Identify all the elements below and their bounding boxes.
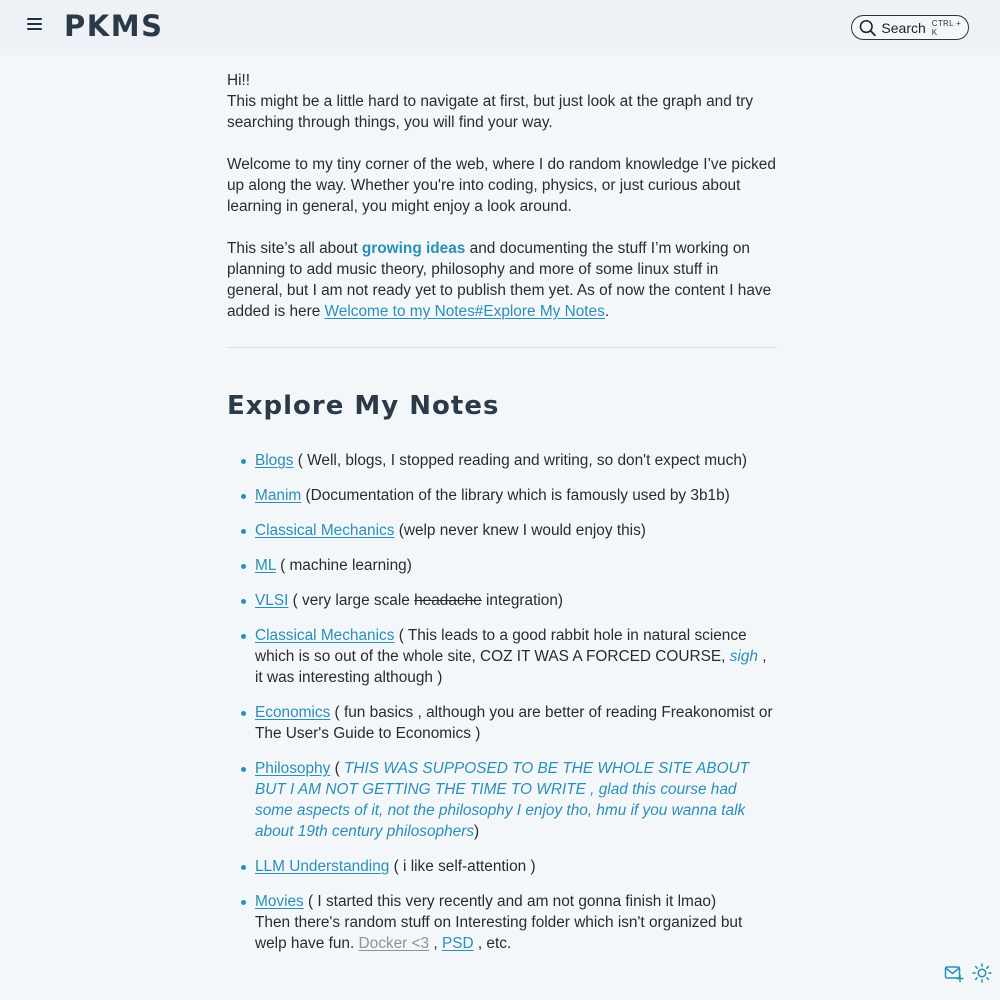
docker-link[interactable]: Docker <3 <box>358 935 430 952</box>
list-item: Blogs ( Well, blogs, I stopped reading and writing, so don't expect much) <box>227 450 777 471</box>
intro-text: This might be a little hard to navigate at first, but just look at the graph and try searching through things, you will find your way. <box>227 93 754 131</box>
strikethrough-text: headache <box>414 592 482 609</box>
note-link-economics[interactable]: Economics <box>255 704 331 721</box>
top-bar <box>0 0 1000 55</box>
notes-list <box>227 450 777 954</box>
divider <box>227 347 777 348</box>
list-item: Classical Mechanics (welp never knew I would enjoy this) <box>227 520 777 541</box>
search-icon <box>859 19 876 37</box>
note-link-philosophy[interactable]: Philosophy <box>255 760 331 777</box>
note-link-vlsi[interactable]: VLSI <box>255 592 289 609</box>
footer-note-text: Then there's random stuff on Interesting folder which isn't organized but welp have fun. <box>255 914 743 952</box>
list-item: Manim (Documentation of the library which is famously used by 3b1b) <box>227 485 777 506</box>
list-item: Classical Mechanics ( This leads to a good rabbit hole in natural science which is so out of the whole site, COZ IT WAS A FORCED COURSE, sigh , it was interesting although ) <box>227 625 777 688</box>
note-link-classical-mechanics-2[interactable]: Classical Mechanics <box>255 627 395 644</box>
emphasis-text: THIS WAS SUPPOSED TO BE THE WHOLE SITE ABOUT BUT I AM NOT GETTING THE TIME TO WRITE , glad this course had some aspects of it, not the philosophy I enjoy tho, hmu if you wanna talk about 19th century philosophers <box>255 760 750 840</box>
sun-icon[interactable] <box>972 963 992 983</box>
search-button[interactable] <box>851 15 969 40</box>
mail-plus-icon[interactable] <box>944 963 964 983</box>
growing-ideas-link[interactable]: growing ideas <box>361 240 466 257</box>
section-heading: Explore My Notes <box>227 391 500 421</box>
explore-notes-link[interactable]: Welcome to my Notes#Explore My Notes <box>324 303 605 320</box>
search-label: Search <box>881 19 926 36</box>
psd-link[interactable]: PSD <box>441 935 474 952</box>
menu-icon[interactable] <box>26 16 44 32</box>
emphasis-text: sigh <box>729 648 758 665</box>
note-link-manim[interactable]: Manim <box>255 487 302 504</box>
greeting: Hi!! <box>227 72 251 89</box>
list-item: ML ( machine learning) <box>227 555 777 576</box>
note-link-classical-mechanics[interactable]: Classical Mechanics <box>255 522 395 539</box>
note-link-ml[interactable]: ML <box>255 557 276 574</box>
search-shortcut: CTRL + K <box>931 18 962 37</box>
floating-actions <box>944 963 992 983</box>
about-paragraph: This site’s all about growing ideas and documenting the stuff I’m working on planning to add music theory, philosophy and more of some linux stuff in general, but I am not ready yet to publish them yet. As of now the content I have added is here Welcome to my Notes#Explore My Notes. <box>227 240 772 320</box>
list-item: Philosophy ( THIS WAS SUPPOSED TO BE THE WHOLE SITE ABOUT BUT I AM NOT GETTING THE TIME TO WRITE , glad this course had some aspects of it, not the philosophy I enjoy tho, hmu if you wanna talk about 19th century philosophers) <box>227 758 777 842</box>
article-body <box>227 70 777 968</box>
note-link-movies[interactable]: Movies <box>255 893 304 910</box>
list-item: LLM Understanding ( i like self-attention ) <box>227 856 777 877</box>
note-link-blogs[interactable]: Blogs <box>255 452 294 469</box>
list-item: Movies ( I started this very recently and am not gonna finish it lmao) Then there's random stuff on Interesting folder which isn't organized but welp have fun. Docker <3 , PSD , etc. <box>227 891 777 954</box>
list-item: Economics ( fun basics , although you are better of reading Freakonomist or The User's Guide to Economics ) <box>227 702 777 744</box>
welcome-paragraph: Welcome to my tiny corner of the web, where I do random knowledge I’ve picked up along the way. Whether you're into coding, physics, or just curious about learning in general, you might enjoy a look around. <box>227 156 776 215</box>
site-title[interactable]: PKMS <box>64 9 164 43</box>
intro-paragraph <box>227 70 777 133</box>
note-link-llm-understanding[interactable]: LLM Understanding <box>255 858 390 875</box>
list-item: VLSI ( very large scale headache integration) <box>227 590 777 611</box>
